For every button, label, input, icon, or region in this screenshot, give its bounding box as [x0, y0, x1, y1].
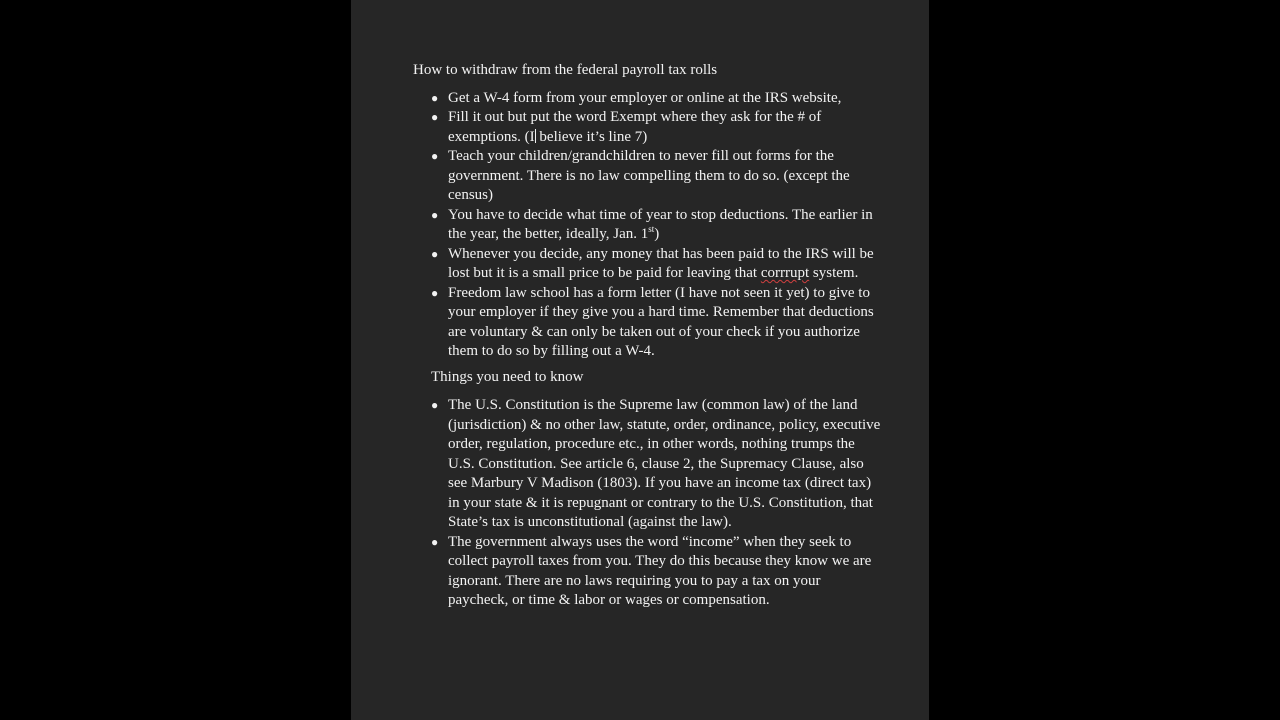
bullet-icon: ● — [431, 207, 439, 222]
bullet-icon: ● — [431, 90, 439, 105]
section-heading: Things you need to know — [431, 368, 584, 385]
list-item: ● You have to decide what time of year to stop deductions. The earlier in the year, the better, ideally, Jan. 1st) — [431, 206, 873, 242]
bullet-icon: ● — [431, 246, 439, 261]
bullet-icon: ● — [431, 534, 439, 549]
list-item: ● Whenever you decide, any money that has been paid to the IRS will be lost but it is a small price to be paid for leaving that corrrupt system. — [431, 245, 874, 281]
bullet-icon: ● — [431, 110, 439, 124]
bullet-icon: ● — [431, 285, 439, 300]
list-item: ● Fill it out but put the word Exempt where they ask for the # of exemptions. (I believe it’s line 7) — [431, 109, 822, 145]
list-item: ● Teach your children/grandchildren to never fill out forms for the government. There is no law compelling them to do so. (except the census) — [431, 148, 850, 203]
document-content[interactable] — [413, 61, 883, 611]
list-item: ● Freedom law school has a form letter (I have not seen it yet) to give to your employer if they give you a hard time. Remember that deductions are voluntary & can only be taken out of your check if you authorize them to do so by filling out a W-4. — [431, 284, 874, 359]
list-item: ● Get a W-4 form from your employer or online at the IRS website, — [448, 89, 883, 109]
list-item: ● The government always uses the word “income” when they seek to collect payroll taxes from you. They do this because they know we are ignorant. There are no laws requiring you to pay a tax on your paycheck, or time & labor or wages or compensation. — [431, 533, 872, 608]
withdraw-steps-list — [413, 89, 883, 362]
document-title: How to withdraw from the federal payroll tax rolls — [413, 62, 718, 78]
misspelled-word[interactable]: corrrupt — [760, 265, 810, 281]
bullet-icon: ● — [431, 149, 439, 163]
document-page[interactable] — [351, 0, 929, 720]
things-to-know-list — [413, 396, 883, 611]
bullet-icon: ● — [431, 398, 439, 412]
list-item: ● The U.S. Constitution is the Supreme law (common law) of the land (jurisdiction) & no other law, statute, order, ordinance, policy, executive order, regulation, procedure etc., in other words, nothing trumps the U.S. Constitution. See article 6, clause 2, the Supremacy Clause, also see Marbury V Madison (1803). If you have an income tax (direct tax) in your state & it is repugnant or contrary to the U.S. Constitution, that State’s tax is unconstitutional (against the law). — [431, 397, 881, 530]
